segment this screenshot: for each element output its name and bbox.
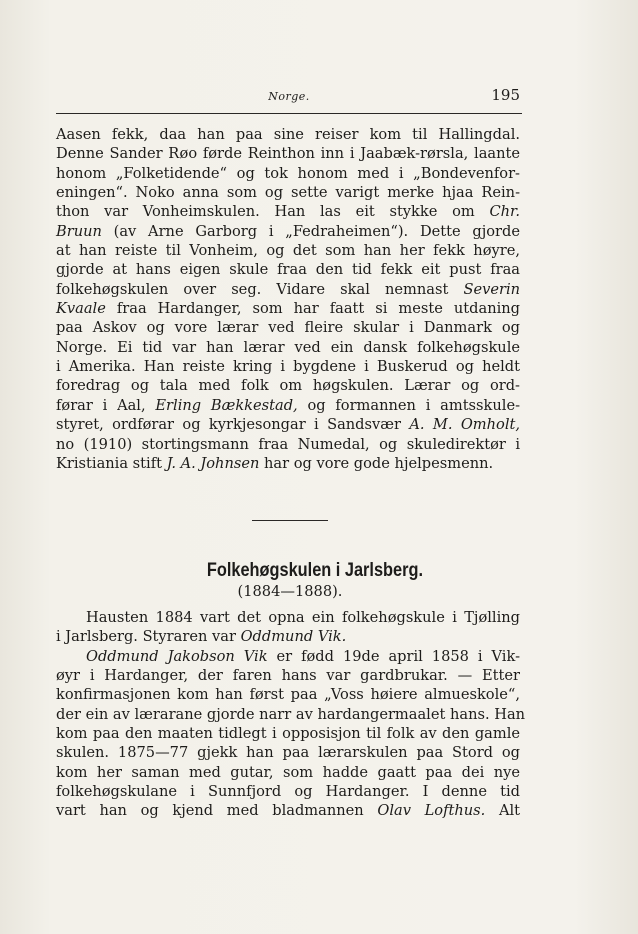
- text-line: eningen“. Noko anna som og sette varigt merke hjaa Rein-: [56, 184, 520, 202]
- text-line: foredrag og tala med folk om høgskulen. Lærar og ord-: [56, 377, 520, 395]
- text-line: gjorde at hans eigen skule fraa den tid fekk eit pust fraa: [56, 261, 520, 279]
- section-years: (1884—1888).: [237, 583, 343, 600]
- running-title: Norge.: [268, 90, 310, 103]
- paragraph-jarlsberg: [56, 608, 526, 821]
- text-line: Oddmund Jakobson Vik er fødd 19de april 1858 i Vik-: [86, 647, 520, 665]
- name-kvaale: Kvaale: [56, 300, 106, 318]
- text-line: konfirmasjonen kom han først paa „Voss høiere almueskole“,: [56, 686, 520, 704]
- text-line: kom paa den maaten tidlegt i opposisjon til folk av den gamle: [56, 725, 520, 743]
- text-line: honom „Folketidende“ og tok honom med i „Bondevenfor-: [56, 164, 520, 182]
- text-line: folkehøgskulane i Sunnfjord og Hardanger. I denne tid: [56, 783, 520, 801]
- text-line: i Amerika. Han reiste kring i bygdene i Buskerud og heldt: [56, 358, 520, 376]
- text-line: Hausten 1884 vart det opna ein folkehøgskule i Tjølling: [86, 609, 520, 626]
- text-line: øyr i Hardanger, der faren hans var gardbrukar. — Etter: [56, 667, 520, 685]
- text-line: førar i Aal, Erling Bækkestad, og formannen i amtsskule-: [56, 396, 521, 414]
- text-line: vart han og kjend med bladmannen Olav Lofthus. Alt: [56, 802, 521, 820]
- paragraph-reinthon: [56, 125, 520, 473]
- name-johnsen: J. A. Johnsen: [166, 454, 260, 472]
- name-olav-lofthus: Olav Lofthus.: [377, 802, 486, 820]
- text-line: i Jarlsberg. Styraren var Oddmund Vik.: [56, 628, 347, 646]
- name-oddmund-jakobson-vik: Oddmund Jakobson Vik: [86, 647, 268, 665]
- text-line: at han reiste til Vonheim, og det som han her fekk høyre,: [56, 242, 520, 260]
- header-rule: [56, 113, 522, 114]
- page-header: [56, 86, 522, 110]
- text-line: Denne Sander Røo førde Reinthon inn i Jaabæk-rørsla, laante: [56, 145, 520, 163]
- text-line: paa Askov og vore lærar ved fleire skular i Danmark og: [56, 319, 520, 337]
- text-line: styret, ordførar og kyrkjesongar i Sandsvær A. M. Omholt,: [56, 416, 520, 434]
- page-number: 195: [491, 86, 520, 104]
- name-oddmund-vik: Oddmund Vik.: [240, 628, 347, 646]
- text-line: folkehøgskulen over seg. Vidare skal nemnast Severin: [56, 280, 521, 298]
- text-line: Norge. Ei tid var han lærar ved ein dansk folkehøgskule: [56, 338, 520, 356]
- text-line: der ein av lærarane gjorde narr av hardangermaalet hans. Han: [56, 705, 526, 723]
- text-line: Kristiania stift J. A. Johnsen har og vore gode hjelpesmenn.: [56, 454, 494, 472]
- text-line: Aasen fekk, daa han paa sine reiser kom til Hallingdal.: [56, 126, 520, 143]
- text-line: thon var Vonheimskulen. Han las eit stykke om Chr.: [56, 203, 521, 221]
- section-title: Folkehøgskulen i Jarlsberg.: [206, 560, 423, 581]
- name-erling: Erling Bækkestad,: [155, 396, 298, 414]
- name-omholt: A. M. Omholt,: [409, 416, 520, 434]
- text-line: Bruun (av Arne Garborg i „Fedraheimen“). Dette gjorde: [56, 222, 520, 240]
- text-line: no (1910) stortingsmann fraa Numedal, og skuledirektør i: [56, 435, 520, 453]
- text-line: kom her saman med gutar, som hadde gaatt paa dei nye: [56, 763, 520, 781]
- text-line: skulen. 1875—77 gjekk han paa lærarskulen paa Stord og: [56, 744, 520, 762]
- name-bruun: Bruun: [56, 222, 102, 240]
- text-line: Kvaale fraa Hardanger, som har faatt si meste utdaning: [56, 300, 521, 318]
- name-chr: Chr.: [489, 203, 521, 221]
- name-severin: Severin: [463, 280, 521, 298]
- section-divider: [252, 520, 328, 521]
